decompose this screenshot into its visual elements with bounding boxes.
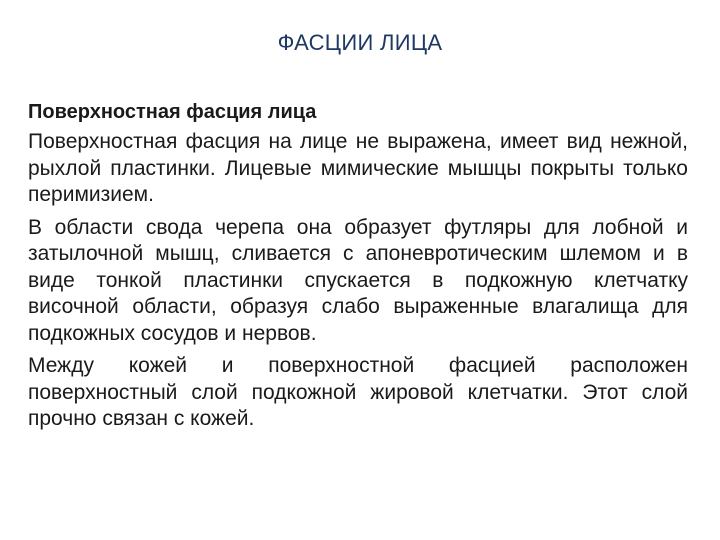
section-heading: Поверхностная фасция лица	[28, 101, 317, 123]
slide-content	[28, 97, 688, 439]
paragraph-2: В области свода черепа она образует футляры для лобной и затылочной мышц, сливается с апоневротическим шлемом и в виде тонкой пластинки спускается в подкожную клетчатку височной области, образуя слабо выраженные влагалища для подкожных сосудов и нервов.	[28, 215, 688, 345]
slide-title: ФАСЦИИ ЛИЦА	[277, 30, 443, 55]
paragraph-1: Поверхностная фасция на лице не выражена, имеет вид нежной, рыхлой пластинки. Лицевые мимические мышцы покрыты только перимизием.	[28, 130, 688, 206]
paragraph-3: Между кожей и поверхностной фасцией расположен поверхностный слой подкожной жировой клетчатки. Этот слой прочно связан с кожей.	[28, 354, 688, 430]
